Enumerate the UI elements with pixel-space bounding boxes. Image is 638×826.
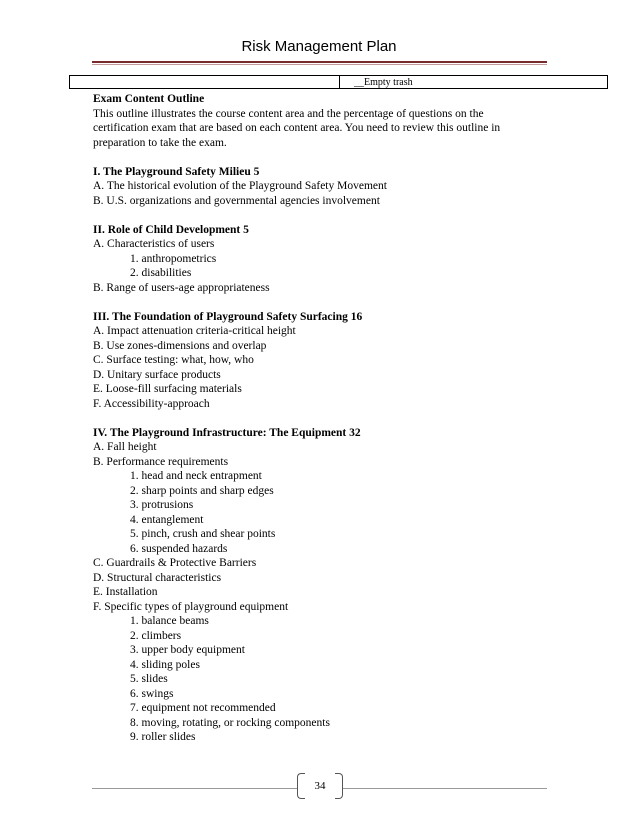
outline-item: C. Surface testing: what, how, who	[93, 354, 254, 366]
outline-item: B. Use zones-dimensions and overlap	[93, 339, 267, 352]
outline-item: B. U.S. organizations and governmental agencies involvement	[93, 194, 380, 207]
outline-subitem: 2. climbers	[130, 629, 182, 642]
outline-subitem: 7. equipment not recommended	[130, 702, 276, 714]
footer-rule-right	[343, 788, 547, 789]
outline-title: Exam Content Outline	[93, 93, 205, 105]
outline-item: F. Specific types of playground equipment	[93, 600, 289, 613]
intro-line: This outline illustrates the course content area and the percentage of questions on the	[93, 107, 484, 120]
outline-content	[93, 92, 553, 745]
blank-line	[93, 208, 553, 223]
page-number: 34	[314, 780, 326, 792]
outline-item: E. Loose-fill surfacing materials	[93, 383, 242, 395]
outline-item: C. Guardrails & Protective Barriers	[93, 557, 257, 569]
outline-item: F. Accessibility-approach	[93, 397, 210, 410]
blank-line	[93, 295, 553, 310]
section-heading: III. The Foundation of Playground Safety Surfacing 16	[93, 310, 363, 323]
outline-item: B. Range of users-age appropriateness	[93, 281, 270, 294]
outline-item: A. The historical evolution of the Playground Safety Movement	[93, 180, 387, 192]
outline-subitem: 1. anthropometrics	[130, 252, 217, 265]
intro-line: certification exam that are based on each content area. You need to review this outline in	[93, 122, 501, 134]
outline-item: A. Impact attenuation criteria-critical height	[93, 325, 296, 337]
blank-line	[93, 411, 553, 426]
footer-bracket-left	[297, 773, 305, 799]
outline-item: E. Installation	[93, 586, 158, 598]
outline-subitem: 6. suspended hazards	[130, 542, 228, 555]
table-row	[69, 75, 608, 89]
outline-subitem: 4. entanglement	[130, 513, 204, 526]
outline-subitem: 2. disabilities	[130, 267, 192, 279]
header-rule	[92, 61, 547, 63]
outline-subitem: 2. sharp points and sharp edges	[130, 484, 274, 497]
section-heading: I. The Playground Safety Milieu 5	[93, 165, 260, 178]
outline-subitem: 3. protrusions	[130, 499, 194, 511]
outline-item: D. Structural characteristics	[93, 571, 222, 584]
outline-subitem: 8. moving, rotating, or rocking components	[130, 716, 330, 729]
outline-item: B. Performance requirements	[93, 455, 229, 468]
intro-line: preparation to take the exam.	[93, 136, 227, 149]
outline-sections	[93, 150, 553, 745]
blank-line	[93, 150, 553, 165]
outline-subitem: 1. balance beams	[130, 615, 209, 627]
outline-item: D. Unitary surface products	[93, 368, 221, 381]
outline-subitem: 5. pinch, crush and shear points	[130, 528, 276, 540]
outline-subitem: 4. sliding poles	[130, 658, 200, 671]
footer-bracket-right	[335, 773, 343, 799]
footer-rule-left	[92, 788, 297, 789]
outline-subitem: 9. roller slides	[130, 731, 196, 743]
outline-subitem: 3. upper body equipment	[130, 644, 245, 656]
section-heading: II. Role of Child Development 5	[93, 223, 249, 236]
outline-item: A. Fall height	[93, 441, 157, 453]
outline-item: A. Characteristics of users	[93, 238, 215, 250]
outline-subitem: 6. swings	[130, 687, 174, 700]
header-rule-thin	[92, 64, 547, 65]
outline-subitem: 5. slides	[130, 673, 168, 685]
page-header-title: Risk Management Plan	[241, 38, 397, 55]
table-cell: __Empty trash	[339, 76, 607, 88]
outline-subitem: 1. head and neck entrapment	[130, 470, 262, 482]
section-heading: IV. The Playground Infrastructure: The Equipment 32	[93, 426, 361, 439]
